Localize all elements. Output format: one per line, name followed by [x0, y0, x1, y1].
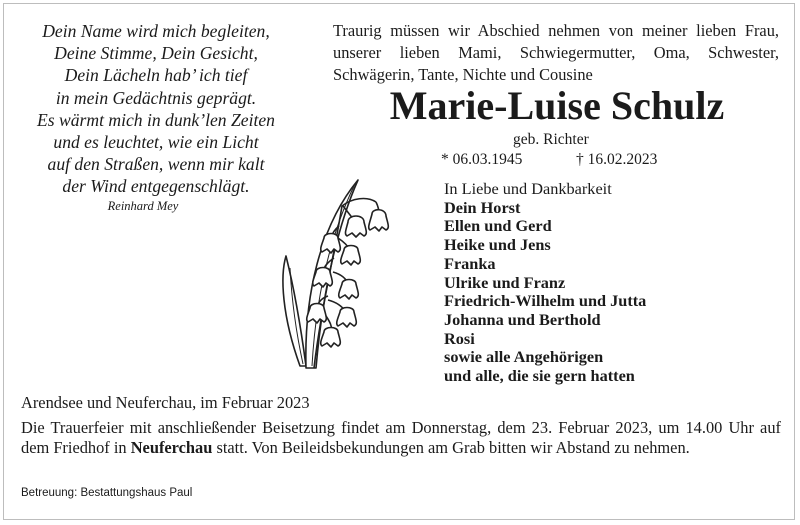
poem-line: und es leuchtet, wie ein Licht	[53, 132, 259, 153]
mourner-name: Friedrich-Wilhelm und Jutta	[444, 291, 647, 311]
poem-line: der Wind entgegenschlägt.	[62, 176, 250, 197]
funeral-location: Neuferchau	[130, 437, 213, 457]
funeral-text: Die Trauerfeier mit anschließender Beisetzung findet am Donnerstag, dem 23. Februar 2023, um 14.00 Uhr auf dem Friedhof in	[21, 418, 781, 457]
poem-line: auf den Straßen, wenn mir kalt	[47, 154, 265, 175]
mourner-name: Dein Horst	[444, 197, 521, 217]
funeral-info	[21, 418, 781, 457]
mourner-name: Ellen und Gerd	[444, 216, 552, 236]
mourners-intro: In Liebe und Dankbarkeit	[444, 179, 612, 198]
mourner-name: Franka	[444, 253, 496, 273]
place-and-date: Arendsee und Neuferchau, im Februar 2023	[21, 393, 310, 412]
undertaker-credit: Betreuung: Bestattungshaus Paul	[21, 487, 193, 499]
mourner-name: Heike und Jens	[444, 235, 551, 255]
poem	[22, 20, 290, 198]
mourner-name: Rosi	[444, 328, 475, 348]
intro-text	[333, 20, 779, 86]
funeral-text: statt. Von Beileidsbekundungen am Grab bitten wir Abstand zu nehmen.	[212, 437, 690, 457]
maiden-name: geb. Richter	[513, 131, 589, 148]
poem-line: Dein Name wird mich begleiten,	[42, 21, 270, 41]
poem-line: in mein Gedächtnis geprägt.	[55, 87, 257, 108]
mourner-name: sowie alle Angehörigen	[444, 347, 604, 367]
poem-line: Deine Stimme, Dein Gesicht,	[54, 43, 258, 64]
intro-line: Traurig müssen wir Abschied nehmen von meiner lieben Frau,	[333, 21, 779, 40]
deceased-name: Marie-Luise Schulz	[389, 83, 725, 128]
mourner-name: Ulrike und Franz	[444, 272, 566, 292]
birth-date: * 06.03.1945	[441, 151, 523, 168]
intro-line: Schwägerin, Tante, Nichte und Cousine	[333, 65, 593, 84]
mourner-name: und alle, die sie gern hatten	[444, 366, 635, 386]
poem-author: Reinhard Mey	[107, 199, 179, 213]
poem-line: Es wärmt mich in dunk’len Zeiten	[37, 109, 275, 130]
death-date: † 16.02.2023	[576, 151, 658, 168]
poem-line: Dein Lächeln hab’ ich tief	[64, 65, 248, 86]
mourners-list	[444, 180, 646, 386]
lily-of-the-valley-icon	[272, 176, 402, 376]
mourner-name: Johanna und Berthold	[444, 309, 601, 329]
intro-line: unserer lieben Mami, Schwiegermutter, Oma, Schwester,	[333, 43, 779, 62]
